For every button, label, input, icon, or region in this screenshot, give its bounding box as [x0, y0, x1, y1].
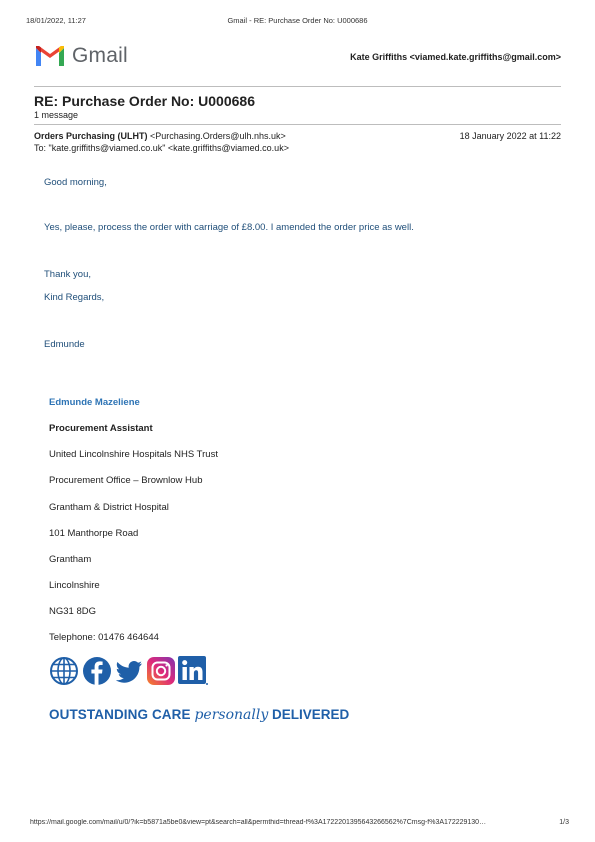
- thread-subject: RE: Purchase Order No: U000686: [34, 93, 255, 109]
- slogan-part-2: personally: [194, 707, 269, 723]
- print-title: Gmail - RE: Purchase Order No: U000686: [227, 16, 368, 25]
- instagram-icon[interactable]: [146, 656, 176, 686]
- signature-street: 101 Manthorpe Road: [49, 528, 139, 539]
- message-date: 18 January 2022 at 11:22: [459, 131, 561, 141]
- message-divider: [34, 124, 561, 125]
- signature-county: Lincolnshire: [49, 580, 100, 591]
- facebook-icon[interactable]: [82, 656, 112, 686]
- twitter-icon[interactable]: [114, 656, 144, 686]
- signature-office: Procurement Office – Brownlow Hub: [49, 475, 203, 486]
- signature-town: Grantham: [49, 554, 92, 565]
- signature-name: Edmunde Mazeliene: [49, 397, 140, 408]
- sender-email: <Purchasing.Orders@ulh.nhs.uk>: [147, 131, 286, 141]
- message-from: [34, 131, 286, 141]
- signature-role: Procurement Assistant: [49, 423, 153, 434]
- sender-name: Orders Purchasing (ULHT): [34, 131, 148, 141]
- message-count: 1 message: [34, 110, 79, 120]
- print-page-number: 1/3: [559, 819, 569, 826]
- signature-org: United Lincolnshire Hospitals NHS Trust: [49, 449, 218, 460]
- body-sender-name: Edmunde: [44, 339, 85, 350]
- body-thanks: Thank you,: [44, 269, 91, 280]
- slogan-part-3: DELIVERED: [268, 707, 350, 722]
- body-paragraph: Yes, please, process the order with carriage of £8.00. I amended the order price as well.: [44, 222, 414, 233]
- account-email: Kate Griffiths <viamed.kate.griffiths@gmail.com>: [350, 52, 561, 62]
- header-divider: [34, 86, 561, 87]
- message-recipient: To: "kate.griffiths@viamed.co.uk" <kate.griffiths@viamed.co.uk>: [34, 143, 289, 153]
- body-greeting: Good morning,: [44, 177, 107, 188]
- signature-hospital: Grantham & District Hospital: [49, 502, 169, 513]
- body-regards: Kind Regards,: [44, 292, 105, 303]
- print-datetime: 18/01/2022, 11:27: [26, 16, 86, 25]
- slogan-part-1: OUTSTANDING CARE: [49, 707, 195, 722]
- linkedin-icon[interactable]: [178, 656, 208, 686]
- trust-slogan: [49, 706, 349, 724]
- signature-phone: Telephone: 01476 464644: [49, 632, 159, 643]
- gmail-logo-icon[interactable]: [34, 44, 66, 68]
- signature-postcode: NG31 8DG: [49, 606, 96, 617]
- gmail-wordmark: Gmail: [72, 44, 128, 67]
- print-url: https://mail.google.com/mail/u/0/?ik=b5871a5be0&view=pt&search=all&permthid=thread-f%3A1722201395643266562%7Cmsg-f%3A172229130…: [30, 819, 487, 826]
- globe-icon[interactable]: [49, 656, 79, 686]
